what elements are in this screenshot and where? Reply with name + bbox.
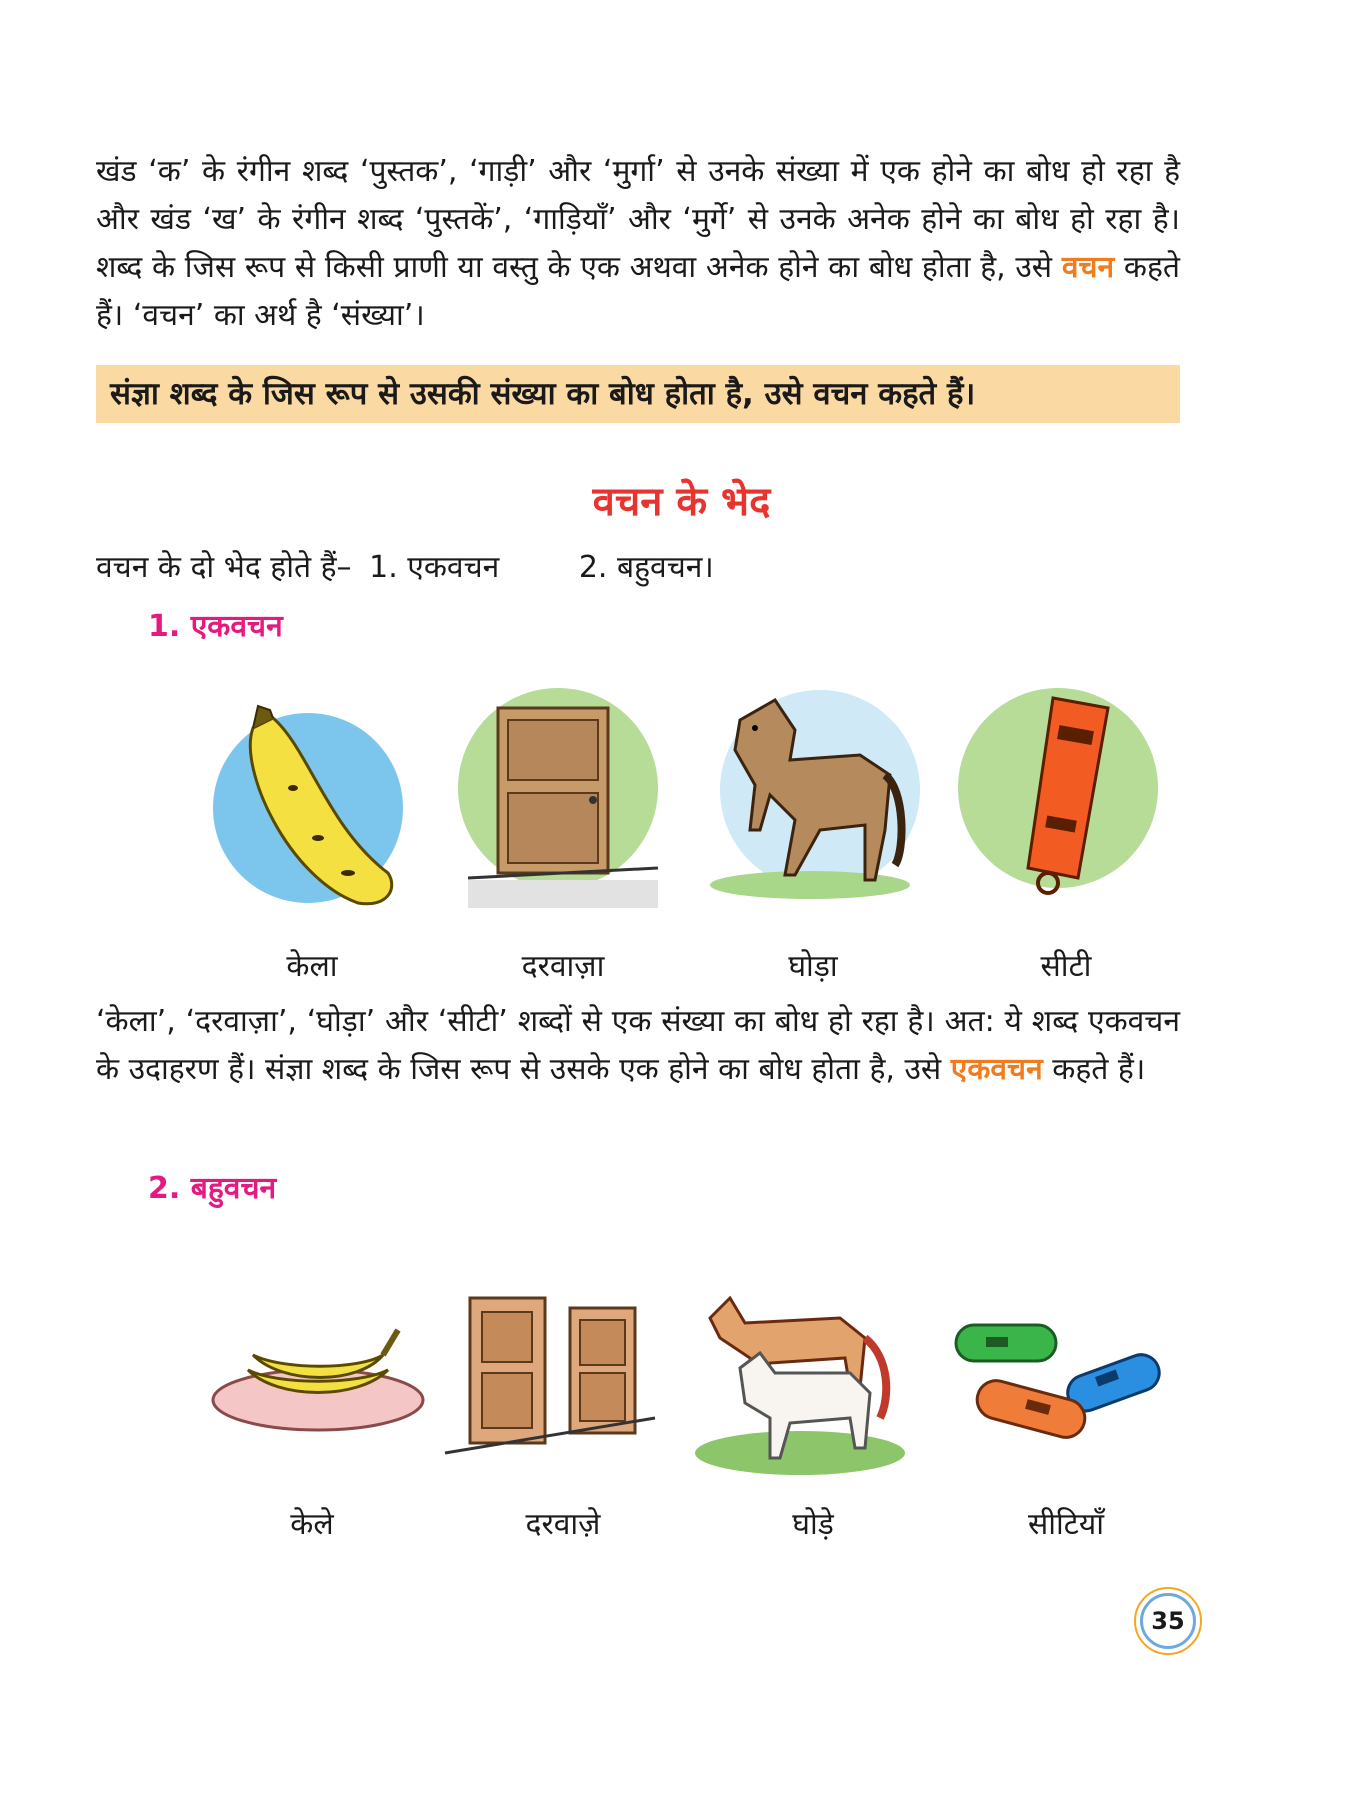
- section-title: वचन के भेद: [592, 479, 771, 525]
- caption-kele: केले: [290, 1507, 334, 1542]
- whistle-image: [958, 688, 1178, 908]
- door-image: [448, 688, 668, 908]
- caption-ghode: घोड़े: [792, 1507, 834, 1542]
- caption-kela: केला: [286, 949, 338, 984]
- caption-seeti: सीटी: [1040, 949, 1092, 984]
- banana-image: [198, 688, 418, 908]
- type-singular: 1. एकवचन: [369, 550, 500, 585]
- intro-paragraph: [96, 148, 1180, 340]
- plural-heading: 2. बहुवचन: [148, 1171, 277, 1206]
- doors-image: [440, 1278, 660, 1458]
- horses-image: [690, 1278, 910, 1478]
- types-line: [96, 545, 714, 586]
- caption-seetiyan: सीटियाँ: [1027, 1507, 1105, 1542]
- caption-darwaza: दरवाज़ा: [521, 949, 605, 984]
- definition-box: संज्ञा शब्द के जिस रूप से उसकी संख्या का बोध होता है, उसे वचन कहते हैं।: [96, 365, 1180, 423]
- type-plural: 2. बहुवचन।: [578, 550, 714, 585]
- caption-darwaze: दरवाज़े: [525, 1507, 601, 1542]
- horse-image: [700, 680, 920, 900]
- whistles-image: [946, 1310, 1166, 1460]
- singular-heading: 1. एकवचन: [148, 609, 283, 644]
- singular-text: ‘केला’, ‘दरवाज़ा’, ‘घोड़ा’ और ‘सीटी’ शब्दों से एक संख्या का बोध हो रहा है। अत: ये शब्द एकवचन के उदाहरण हैं। संज्ञा शब्द के जिस रूप से उसके एक होने का बोध होता है, उसे: [96, 1004, 1180, 1087]
- types-intro: वचन के दो भेद होते हैं–: [96, 550, 352, 585]
- caption-ghoda: घोड़ा: [788, 949, 838, 984]
- highlight-term-ekvachan: एकवचन: [950, 1052, 1043, 1087]
- page-number: 35: [1140, 1593, 1196, 1649]
- intro-text-end: कहते हैं। ‘वचन’ का अर्थ है ‘संख्या’।: [96, 250, 1180, 333]
- singular-text-end: कहते हैं।: [1042, 1052, 1146, 1087]
- intro-text: खंड ‘क’ के रंगीन शब्द ‘पुस्तक’, ‘गाड़ी’ और ‘मुर्गा’ से उनके संख्या में एक होने का बोध हो रहा है और खंड ‘ख’ के रंगीन शब्द ‘पुस्तकें’, ‘गाड़ियाँ’ और ‘मुर्गे’ से उनके अनेक होने का बोध हो रहा है। शब्द के जिस रूप से किसी प्राणी या वस्तु के एक अथवा अनेक होने का बोध होता है, उसे: [96, 154, 1180, 285]
- singular-paragraph: [96, 998, 1180, 1094]
- highlight-term-vachan: वचन: [1061, 250, 1115, 285]
- bananas-image: [208, 1290, 428, 1450]
